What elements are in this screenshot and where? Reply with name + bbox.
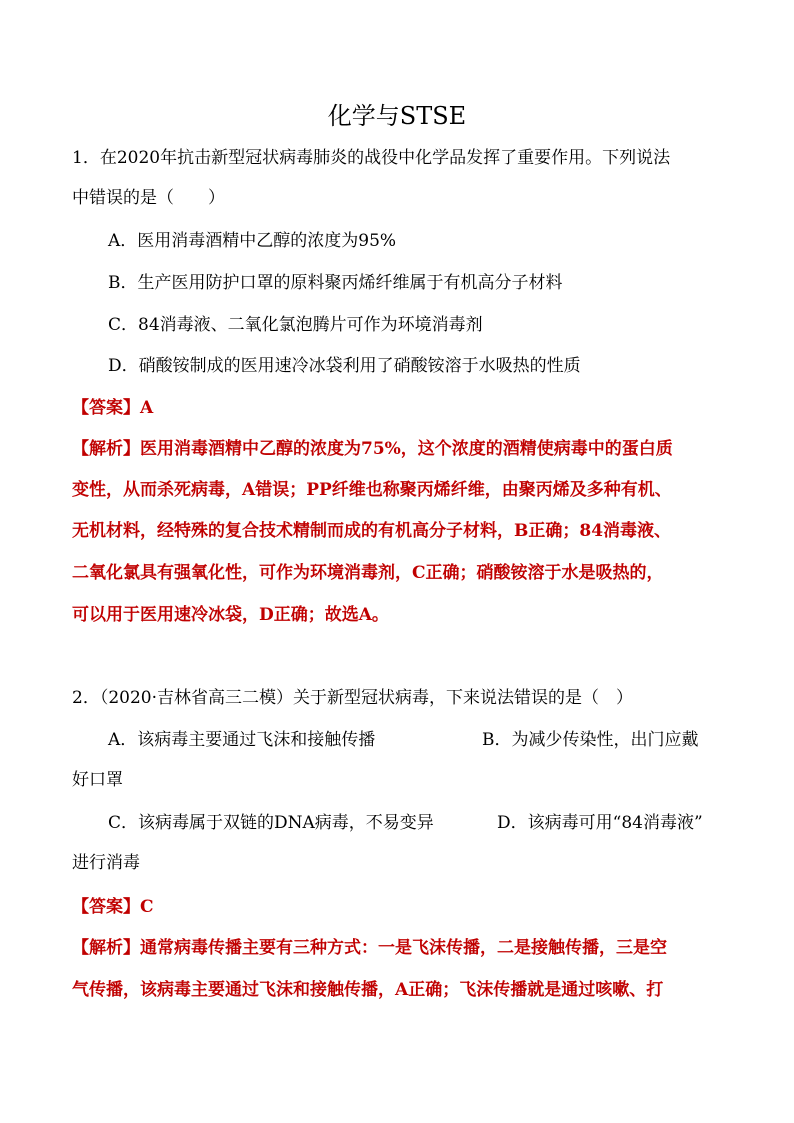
q2-analysis-line-1 [72, 936, 732, 960]
q2-option-c: C．该病毒属于双链的DNA病毒，不易变异 [108, 813, 434, 833]
q1-analysis-line-2: 变性，从而杀死病毒，A错误；PP纤维也称聚丙烯纤维，由聚丙烯及多种有机、 [72, 480, 672, 500]
q1-analysis-label: 【解析】 [72, 439, 140, 459]
q1-analysis-line-4: 二氧化氯具有强氧化性，可作为环境消毒剂，C正确；硝酸铵溶于水是吸热的， [72, 563, 664, 583]
q1-analysis-text-1: 医用消毒酒精中乙醇的浓度为75%，这个浓度的酒精使病毒中的蛋白质 [140, 439, 673, 459]
q1-option-a: A．医用消毒酒精中乙醇的浓度为95% [108, 231, 397, 251]
q1-analysis-line-1 [72, 437, 732, 461]
q2-answer [72, 895, 732, 919]
q1-option-c: C．84消毒液、二氧化氯泡腾片可作为环境消毒剂 [108, 315, 483, 335]
q2-option-d: D．该病毒可用“84消毒液” [497, 813, 703, 833]
q2-option-b-continued: 好口罩 [72, 770, 123, 790]
q1-answer-value: A [140, 398, 154, 418]
q2-option-a: A．该病毒主要通过飞沫和接触传播 [108, 730, 376, 750]
q1-stem-line-1: 1．在2020年抗击新型冠状病毒肺炎的战役中化学品发挥了重要作用。下列说法 [72, 148, 671, 168]
q1-analysis-line-5: 可以用于医用速冷冰袋，D正确；故选A。 [72, 605, 389, 625]
q2-analysis-label: 【解析】 [72, 938, 140, 958]
q1-answer-label: 【答案】 [72, 398, 140, 418]
q2-option-d-continued: 进行消毒 [72, 853, 140, 873]
q2-answer-label: 【答案】 [72, 897, 140, 917]
q2-analysis-text-1: 通常病毒传播主要有三种方式：一是飞沫传播，二是接触传播，三是空 [140, 938, 667, 958]
q1-answer [72, 396, 732, 420]
q1-stem-line-2: 中错误的是（ ） [72, 188, 225, 208]
q2-answer-value: C [140, 897, 154, 917]
q2-option-b: B．为减少传染性，出门应戴 [482, 730, 699, 750]
q2-stem: 2．（2020·吉林省高三二模）关于新型冠状病毒，下来说法错误的是（ ） [72, 688, 633, 708]
q2-analysis-line-2: 气传播，该病毒主要通过飞沫和接触传播，A正确；飞沫传播就是通过咳嗽、打 [72, 980, 664, 1000]
q1-option-d: D．硝酸铵制成的医用速冷冰袋利用了硝酸铵溶于水吸热的性质 [108, 356, 581, 376]
q1-option-b: B．生产医用防护口罩的原料聚丙烯纤维属于有机高分子材料 [108, 273, 563, 293]
q1-analysis-line-3: 无机材料，经特殊的复合技术精制而成的有机高分子材料，B正确；84消毒液、 [72, 521, 672, 541]
page-title: 化学与STSE [327, 102, 467, 130]
